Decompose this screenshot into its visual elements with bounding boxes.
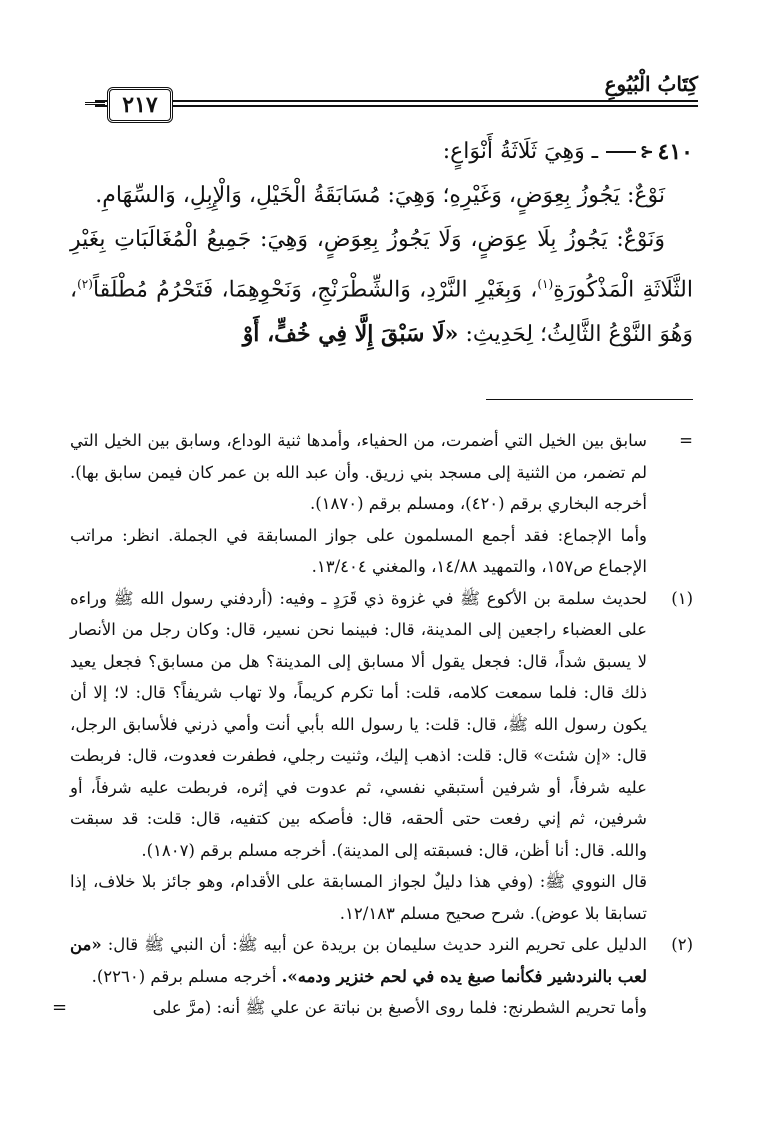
footnote-separator bbox=[486, 399, 693, 400]
header-rule bbox=[95, 100, 698, 102]
page-number: ٢١٧ bbox=[107, 87, 173, 123]
footnote-ref-2[interactable]: (٢) bbox=[77, 277, 93, 291]
paragraph-type-one: نَوْعٌ: يَجُوزُ بِعِوَضٍ، وَغَيْرِهِ؛ وَهِيَ: مُسَابَقَةُ الْخَيْلِ، وَالْإِبِلِ، وَالسِّهَامِ. bbox=[95, 183, 665, 208]
paragraph-type-two bbox=[70, 218, 693, 357]
section-intro: ـ وَهِيَ ثَلَاثَةُ أَنْوَاعٍ: bbox=[442, 139, 599, 164]
continuation-mark: = bbox=[679, 431, 693, 450]
paragraph-text: ، وَهُوَ النَّوْعُ الثَّالِثُ؛ لِحَدِيثِ: bbox=[70, 277, 693, 348]
footnote-text: الدليل على تحريم النرد حديث سليمان بن بريدة عن أبيه ﷺ: أن النبي ﷺ قال: bbox=[107, 935, 647, 954]
footnote-text: لحديث سلمة بن الأكوع ﷺ في غزوة ذي قَرَدٍ ـ وفيه: (أردفني رسول الله ﷺ وراءه على العضباء راجعين إلى المدينة، قال: فبينما نحن نسير، قال: وكان رجل من الأنصار لا يسبق شداً، قال: فجعل يقول ألا مسابق إلى المدينة؟ هل من مسابق؟ فجعل يعيد ذلك قال: فلما سمعت كلامه، قلت: أما تكرم كريماً، ولا تهاب شريفاً؟ قال: لا؛ إلا أن يكون رسول الله ﷺ، قال: قلت: يا رسول الله بأبي أنت وأمي ذرني فلأسابق الرجل، قال: «إن شئت» قال: قلت: اذهب إليك، وثنيت رجلي، فطفرت فعدوت، قال: فربطت عليه شرفاً، أو شرفين أستبقي نفسي، ثم عدوت في إثره، فربطت عليه شرفاً، أو شرفين، ثم إني رفعت حتى ألحقه، قال: فأصكه بين كتفيه، قال: قلت: قد سبقت والله. قال: أنا أظن، قال: فسبقته إلى المدينة). أخرجه مسلم برقم (١٨٠٧). bbox=[70, 588, 647, 860]
paragraph-text: وَنَوْعٌ: يَجُوزُ بِلَا عِوَضٍ، وَلَا يَجُوزُ بِعِوَضٍ، وَهِيَ: جَمِيعُ الْمُغَالَبَاتِ بِغَيْرِ الثَّلَاثَةِ الْمَذْكُورَةِ bbox=[70, 227, 693, 303]
item-number: ٤١٠ bbox=[657, 139, 693, 165]
footnote-continuation bbox=[70, 425, 693, 520]
page-header bbox=[95, 72, 698, 124]
footnote-number: (١) bbox=[671, 588, 693, 608]
header-rule-end bbox=[85, 102, 105, 105]
footnote-paragraph bbox=[52, 992, 693, 1024]
continuation-mark: = bbox=[52, 997, 68, 1018]
book-title: كِتَابُ الْبُيُوعِ bbox=[604, 72, 698, 96]
header-rule bbox=[95, 105, 698, 107]
footnote-paragraph: قال النووي ﷺ: (وفي هذا دليلٌ لجواز المسابقة على الأقدام، وهو جائز بلا خلاف، إذا تسابقا بلا عوض). شرح صحيح مسلم ١٢/١٨٣. bbox=[70, 872, 647, 923]
footnote-2 bbox=[70, 929, 693, 992]
ornament-icon: ⊰ bbox=[640, 142, 654, 161]
footnote-text: أخرجه مسلم برقم (٢٢٦٠). bbox=[91, 966, 277, 986]
footnote-text: سابق بين الخيل التي أضمرت، من الحفياء، وأمدها ثنية الوداع، وسابق بين الخيل التي لم تضمر، من الثنية إلى مسجد بني زريق. وأن عبد الله بن عمر كان فيمن سابق بها). أخرجه البخاري برقم (٤٢٠)، ومسلم برقم (١٨٧٠). bbox=[70, 431, 647, 513]
footnote-paragraph: وأما الإجماع: فقد أجمع المسلمون على جواز المسابقة في الجملة. انظر: مراتب الإجماع ص١٥٧، والتمهيد ١٤/٨٨، والمغني ١٣/٤٠٤. bbox=[70, 525, 647, 576]
hadith-quote: «لَا سَبْقَ إِلَّا فِي خُفٍّ، أَوْ bbox=[242, 321, 459, 348]
ornament-dash bbox=[606, 151, 636, 153]
main-text bbox=[70, 130, 693, 357]
footnote-text: وأما تحريم الشطرنج: فلما روى الأصبغ بن نباتة عن علي ﷺ أنه: (مرَّ على bbox=[152, 998, 647, 1017]
footnote-ref-1[interactable]: (١) bbox=[537, 277, 554, 291]
footnote-1 bbox=[70, 583, 693, 867]
footnote-number: (٢) bbox=[671, 935, 693, 954]
section-heading bbox=[70, 130, 693, 174]
footnotes bbox=[52, 425, 693, 1024]
paragraph-text: ، وَبِغَيْرِ النَّرْدِ، وَالشِّطْرَنْجِ، وَنَحْوِهِمَا، فَتَحْرُمُ مُطْلَقاً bbox=[92, 277, 538, 303]
hadith-quote: «من لعب بالنردشير فكأنما صبغ يده في لحم خنزير ودمه». bbox=[70, 935, 647, 986]
item-number-marker bbox=[606, 130, 693, 174]
